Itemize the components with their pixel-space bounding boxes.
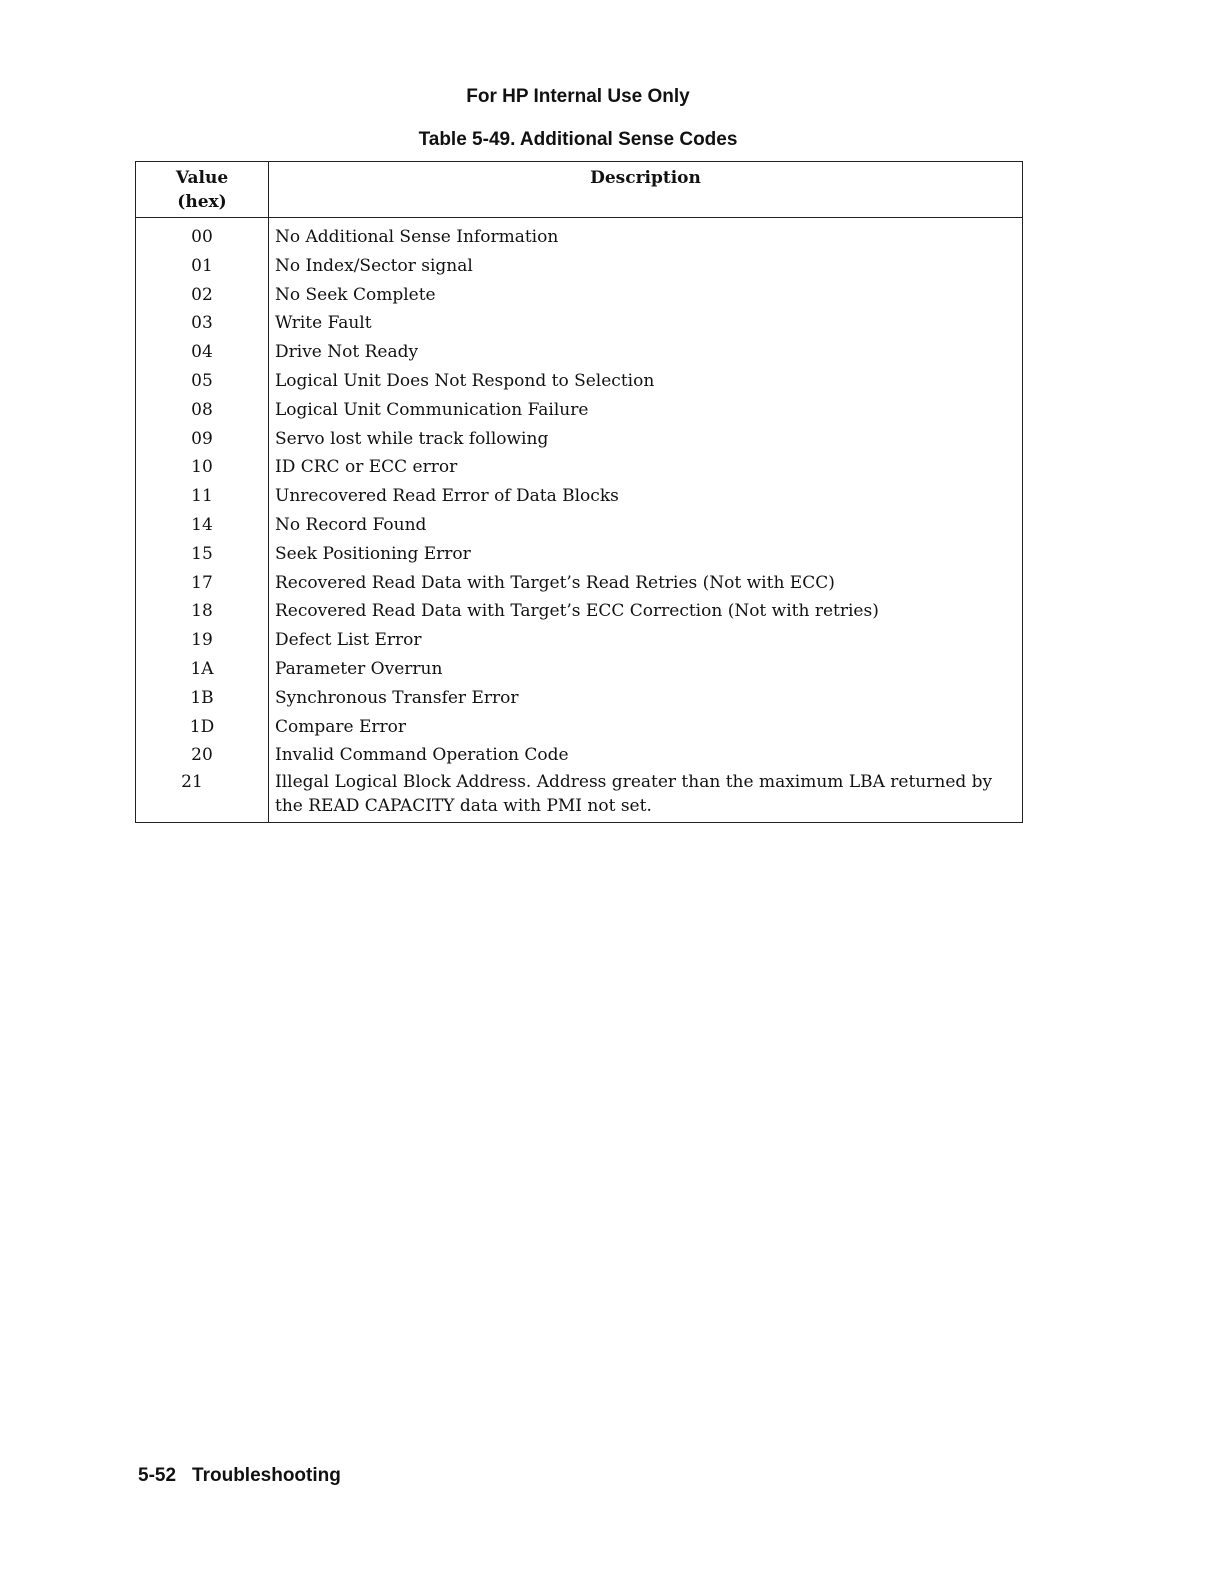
sense-code-description: Write Fault: [275, 313, 372, 334]
section-name: Troubleshooting: [192, 1465, 341, 1486]
sense-code-value: 05: [191, 370, 213, 391]
value-column-header: [136, 162, 269, 217]
sense-code-value: 04: [191, 342, 213, 363]
sense-code-value: 01: [191, 255, 213, 276]
value-header-unit: (hex): [177, 192, 227, 212]
sense-code-value: 20: [191, 745, 213, 766]
sense-code-description: Synchronous Transfer Error: [275, 687, 519, 708]
additional-sense-codes-table: [135, 161, 1023, 823]
sense-code-description: Parameter Overrun: [275, 658, 443, 679]
sense-code-value: 19: [191, 630, 213, 651]
sense-code-description: Recovered Read Data with Target’s Read Retries (Not with ECC): [275, 572, 835, 593]
table-caption: Table 5-49. Additional Sense Codes: [418, 129, 738, 150]
sense-code-value: 15: [191, 543, 213, 564]
table-header-row: [136, 162, 1022, 218]
sense-code-value: 08: [191, 399, 213, 420]
sense-code-description: Servo lost while track following: [275, 428, 549, 449]
sense-code-description: No Seek Complete: [275, 284, 436, 305]
sense-code-description: Defect List Error: [275, 630, 422, 651]
sense-code-value: 21: [181, 772, 203, 793]
description-column: [269, 218, 1022, 822]
sense-code-value: 1A: [190, 658, 214, 679]
sense-code-description: Logical Unit Does Not Respond to Selection: [275, 370, 655, 391]
sense-code-description: Recovered Read Data with Target’s ECC Correction (Not with retries): [275, 601, 879, 622]
sense-code-description: Logical Unit Communication Failure: [275, 399, 589, 420]
value-column: [136, 218, 269, 822]
page-number: 5-52: [138, 1465, 177, 1486]
sense-code-description: No Index/Sector signal: [275, 255, 473, 276]
sense-code-description: Unrecovered Read Error of Data Blocks: [275, 486, 619, 507]
sense-code-value: 14: [191, 514, 213, 535]
value-header-label: Value: [175, 168, 229, 188]
sense-code-description: No Additional Sense Information: [275, 227, 559, 247]
sense-code-value: 02: [191, 284, 213, 305]
sense-code-value: 09: [191, 428, 213, 449]
sense-code-value: 10: [191, 457, 213, 478]
sense-code-description: Compare Error: [275, 716, 406, 737]
sense-code-description: Drive Not Ready: [275, 342, 419, 363]
sense-code-value: 1D: [189, 716, 215, 737]
sense-code-value: 00: [191, 227, 213, 247]
sense-code-description: Seek Positioning Error: [275, 543, 471, 564]
page-footer: [138, 1465, 341, 1487]
sense-code-description: Illegal Logical Block Address. Address greater than the maximum LBA returned by the READ CAPACITY data with PMI not set.: [275, 772, 993, 817]
sense-code-description: No Record Found: [275, 514, 427, 535]
sense-code-value: 1B: [190, 687, 214, 708]
table-body: [136, 218, 1022, 822]
internal-use-notice: For HP Internal Use Only: [466, 86, 690, 107]
sense-code-description: ID CRC or ECC error: [275, 457, 458, 478]
description-column-header: Description: [590, 168, 701, 188]
sense-code-value: 17: [191, 572, 213, 593]
sense-code-value: 11: [191, 486, 213, 507]
sense-code-value: 03: [191, 313, 213, 334]
sense-code-value: 18: [191, 601, 213, 622]
sense-code-description: Invalid Command Operation Code: [275, 745, 569, 766]
